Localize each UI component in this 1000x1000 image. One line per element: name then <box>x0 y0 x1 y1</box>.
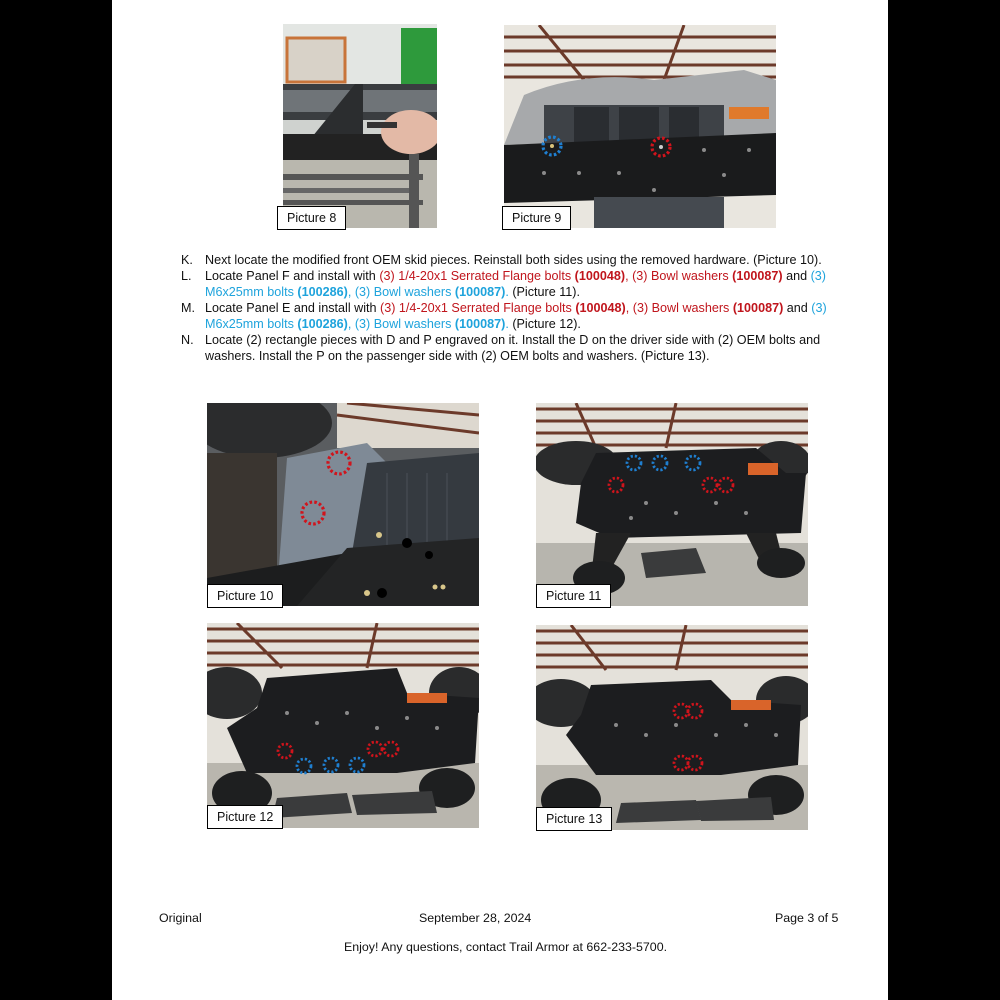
step-k <box>181 252 841 268</box>
part-bolt-red <box>380 301 783 315</box>
step-text-plain: Locate Panel F and install with <box>205 269 380 283</box>
part-desc: (3) M6x25mm bolts <box>205 301 827 331</box>
part-number: (100286) <box>297 317 348 331</box>
part-number: (100048) <box>574 269 626 283</box>
picture-13-photo <box>536 625 808 830</box>
part-desc: (3) 1/4-20x1 Serrated Flange bolts <box>380 301 576 315</box>
step-text-plain: Locate Panel E and install with <box>205 301 381 315</box>
separator: , <box>625 301 633 315</box>
picture-9-image <box>504 25 776 228</box>
part-desc: (3) Bowl washers <box>632 301 733 315</box>
step-text-plain: and <box>782 269 811 283</box>
picture-9-photo <box>504 25 776 228</box>
step-text-plain: (Picture 11). <box>508 285 580 299</box>
separator: , <box>625 269 633 283</box>
step-text <box>205 300 841 332</box>
step-letter: N. <box>181 333 194 347</box>
footer-version: Original <box>159 911 202 925</box>
picture-13-image <box>536 625 808 830</box>
step-letter: K. <box>181 253 193 267</box>
footer-page-number: Page 3 of 5 <box>775 911 839 925</box>
picture-8-caption: Picture 8 <box>277 206 346 230</box>
part-number: (100087) <box>732 269 783 283</box>
part-number: (100048) <box>575 301 626 315</box>
separator: , <box>347 285 355 299</box>
step-letter: L. <box>181 269 192 283</box>
part-number: (100286) <box>297 285 348 299</box>
part-desc: (3) 1/4-20x1 Serrated Flange bolts <box>379 269 575 283</box>
part-number: (100087) <box>454 285 506 299</box>
footer-date: September 28, 2024 <box>419 911 532 925</box>
step-n <box>181 332 841 364</box>
part-number: (100087) <box>732 301 784 315</box>
picture-10-image <box>207 403 479 606</box>
separator: . <box>505 285 509 299</box>
step-text: Locate (2) rectangle pieces with D and P engraved on it. Install the D on the driver side with (2) OEM bolts and washers. Install the P on the passenger side with (2) OEM bolts and washers. (Picture 13). <box>205 333 821 363</box>
picture-8-photo <box>283 24 437 228</box>
separator: . <box>505 317 509 331</box>
picture-13-caption: Picture 13 <box>536 807 612 831</box>
picture-12-photo <box>207 623 479 828</box>
part-desc: (3) Bowl washers <box>632 269 733 283</box>
picture-11-image <box>536 403 808 606</box>
part-desc: (3) Bowl washers <box>354 317 455 331</box>
picture-8-image <box>283 24 437 228</box>
step-letter: M. <box>181 301 195 315</box>
picture-9-caption: Picture 9 <box>502 206 571 230</box>
document-page <box>112 0 888 1000</box>
step-text-plain: and <box>783 301 812 315</box>
part-desc: (3) Bowl washers <box>354 285 455 299</box>
picture-12-image <box>207 623 479 828</box>
picture-10-caption: Picture 10 <box>207 584 283 608</box>
step-m <box>181 300 841 332</box>
step-text-plain: (Picture 12). <box>508 317 581 331</box>
part-bolt-red <box>379 269 782 283</box>
instruction-steps <box>181 252 841 364</box>
footer-contact: Enjoy! Any questions, contact Trail Armor at 662-233-5700. <box>344 940 668 954</box>
picture-10-photo <box>207 403 479 606</box>
picture-11-caption: Picture 11 <box>536 584 611 608</box>
picture-11-photo <box>536 403 808 606</box>
part-desc: (3) M6x25mm bolts <box>205 269 826 299</box>
step-text <box>205 268 841 300</box>
part-number: (100087) <box>454 317 506 331</box>
step-l <box>181 268 841 300</box>
picture-12-caption: Picture 12 <box>207 805 283 829</box>
separator: , <box>347 317 355 331</box>
step-text: Next locate the modified front OEM skid pieces. Reinstall both sides using the removed hardware. (Picture 10). <box>205 253 822 267</box>
